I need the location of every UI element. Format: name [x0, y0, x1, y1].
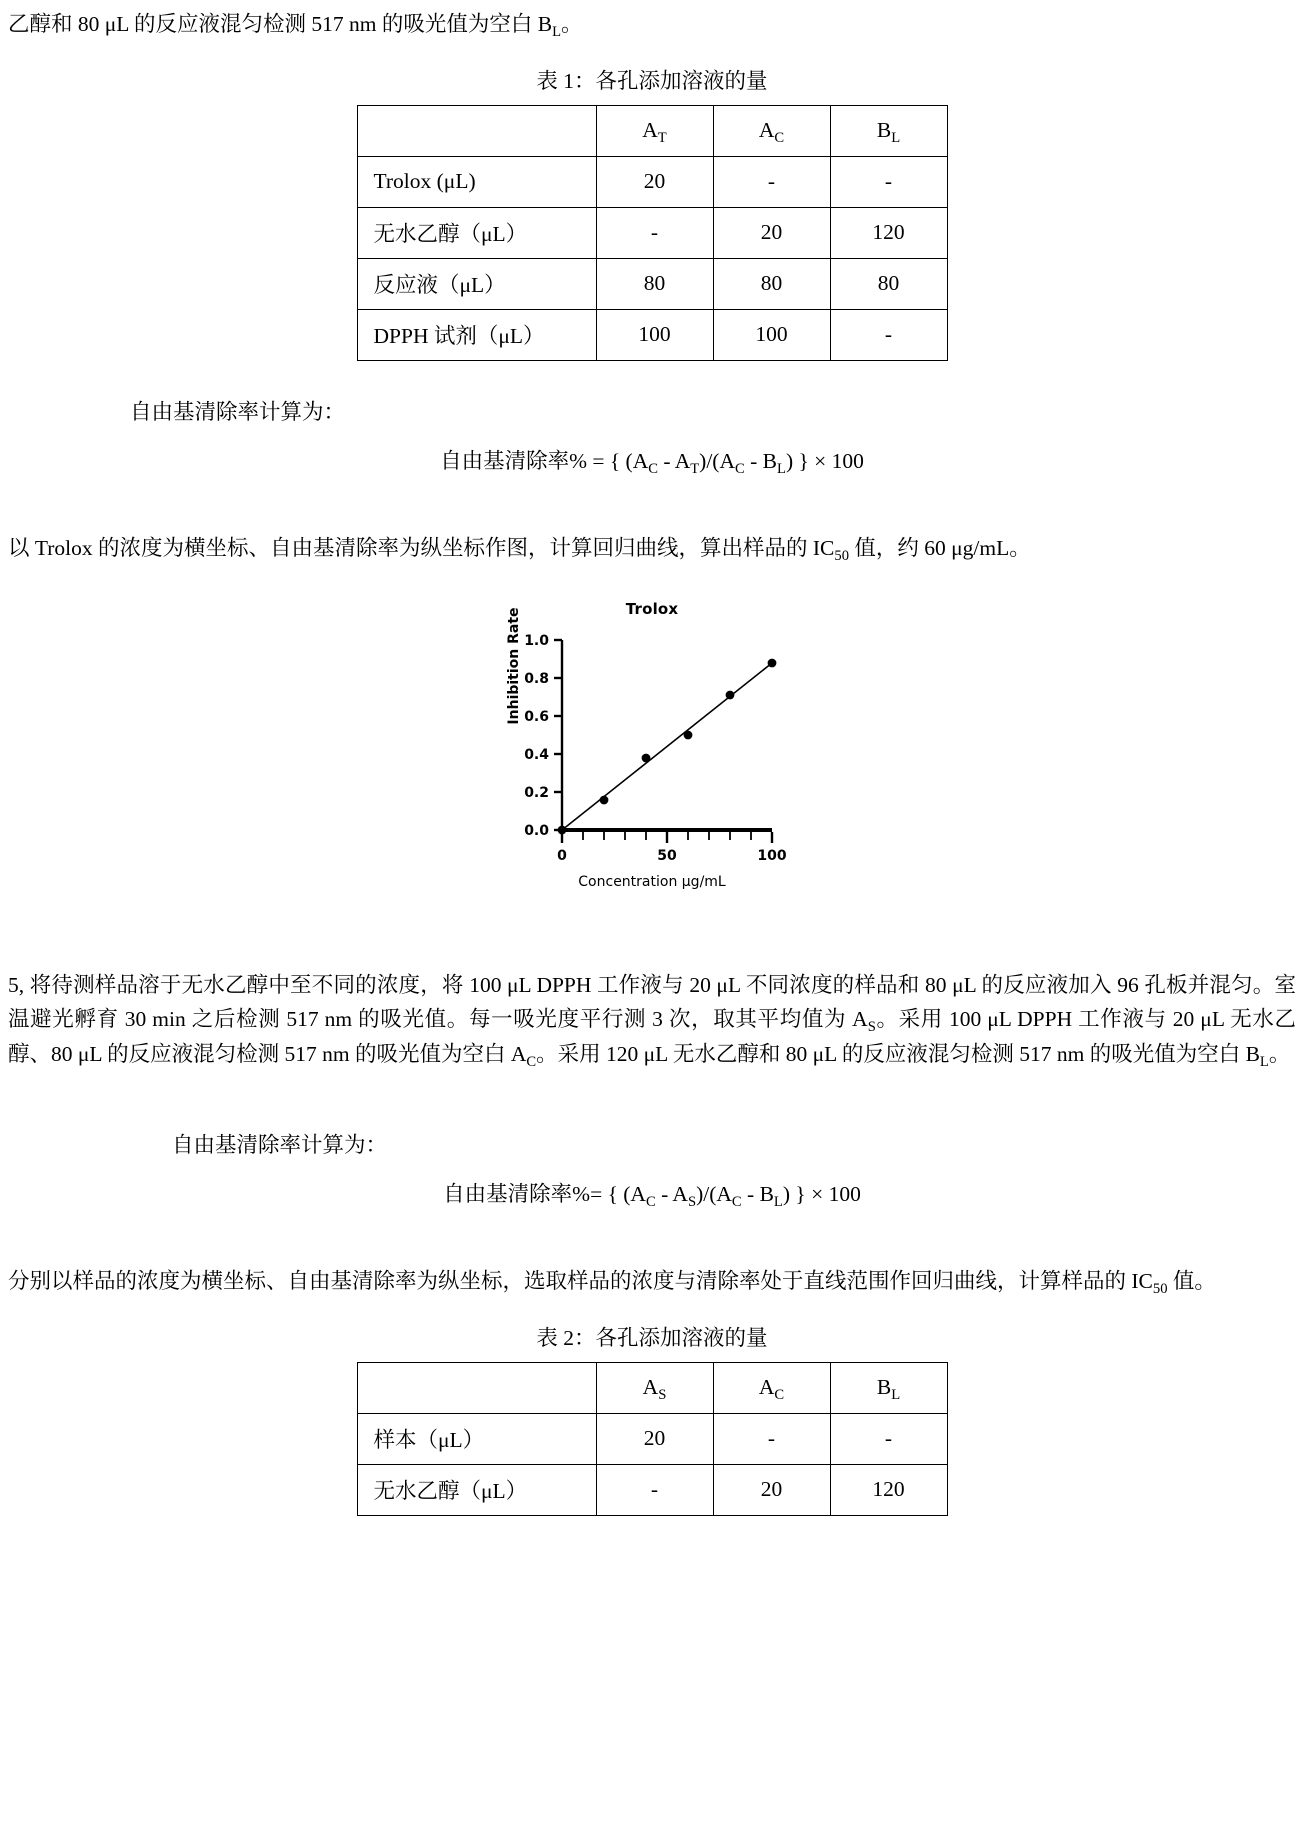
formula2-sub-s: S [687, 1193, 697, 1210]
header-base: A [758, 1375, 775, 1400]
data-point-4 [726, 690, 735, 699]
header-sub: L [891, 1387, 901, 1404]
header-base: A [642, 1375, 659, 1400]
table2-row0-col1: - [713, 1413, 830, 1464]
table1-row2-col1: 80 [713, 258, 830, 309]
formula2-sub-c: C [645, 1193, 656, 1210]
formula-2: 自由基清除率%= { $(A_C - A_S)/(A_C - B_L)$ } × 100 [443, 1182, 861, 1210]
table1-row1-label: 无水乙醇（μL） [357, 207, 596, 258]
table1-row1-col1: 20 [713, 207, 830, 258]
y-ticklabel-5: 1.0 [524, 632, 549, 649]
chart-title: Trolox [625, 599, 679, 618]
data-point-5 [768, 658, 777, 667]
table-row [357, 1413, 947, 1464]
table1-row0-col0: 20 [596, 156, 713, 207]
chart-ylabel: Inhibition Rate [506, 607, 522, 725]
x-ticklabel-0: 0 [557, 847, 567, 864]
table2-row0-col2: - [830, 1413, 947, 1464]
y-ticklabel-4: 0.8 [524, 670, 549, 687]
table2-row0-label: 样本（μL） [357, 1413, 596, 1464]
ic50-sub: 50 [834, 547, 849, 564]
table-row [357, 309, 947, 360]
table2-header-blank [357, 1362, 596, 1413]
table1-row2-label: 反应液（μL） [357, 258, 596, 309]
table1-caption: 表 1：各孔添加溶液的量 [536, 68, 768, 93]
table2-row1-col2: 120 [830, 1464, 947, 1515]
header-base: B [876, 1375, 892, 1400]
chart-plot-area [442, 618, 862, 868]
as-sub: S [867, 1019, 876, 1036]
table1-header-bl [830, 105, 947, 156]
table2-row1-col1: 20 [713, 1464, 830, 1515]
header-base: A [758, 118, 775, 143]
table1-header-blank [357, 105, 596, 156]
y-ticklabel-0: 0.0 [524, 822, 549, 839]
header-base: A [642, 118, 658, 143]
table1-row2-col2: 80 [830, 258, 947, 309]
header-sub: C [774, 130, 785, 146]
table1-header-at [596, 105, 713, 156]
y-ticklabel-2: 0.4 [524, 746, 549, 763]
ac-sub: C [526, 1053, 537, 1070]
paragraph-final: 分别以样品的浓度为横坐标、自由基清除率为纵坐标，选取样品的浓度与清除率处于直线范围作回归曲线，计算样品的 $IC_{50}$ 值。 [8, 1269, 1216, 1297]
table1-row1-col2: 120 [830, 207, 947, 258]
header-sub: L [891, 130, 901, 146]
table1-row3-label: DPPH 试剂（μL） [357, 309, 596, 360]
header-sub: S [658, 1387, 667, 1404]
table1-row1-col0: - [596, 207, 713, 258]
regression-line [562, 663, 772, 830]
data-point-2 [642, 753, 651, 762]
data-point-3 [684, 730, 693, 739]
header-base: B [876, 118, 892, 143]
data-point-1 [600, 795, 609, 804]
table-row [357, 1464, 947, 1515]
table2-caption: 表 2：各孔添加溶液的量 [536, 1325, 768, 1350]
table-row [357, 207, 947, 258]
table2 [357, 1362, 948, 1516]
subscript-L: L [552, 23, 561, 40]
paragraph-top-tail: 。 [561, 12, 583, 36]
table1-row0-col1: - [713, 156, 830, 207]
table-row-header [357, 1362, 947, 1413]
table2-row1-label: 无水乙醇（μL） [357, 1464, 596, 1515]
formula1-sub-c2: C [735, 460, 745, 477]
table1-row0-label: Trolox (μL) [357, 156, 596, 207]
calc-label-2: 自由基清除率计算为： [172, 1133, 388, 1158]
header-sub: C [774, 1387, 785, 1404]
table2-header-ac [713, 1362, 830, 1413]
table1-header-ac [713, 105, 830, 156]
chart-xlabel: Concentration μg/mL [578, 873, 726, 890]
paragraph-step5: 5, 将待测样品溶于无水乙醇中至不同的浓度，将 100 μL DPPH 工作液与 20 μL 不同浓度的样品和 80 μL 的反应液加入 96 孔板并混匀。室温避光孵育 30 min 之后检测 517 nm 的吸光值。每一吸光度平行测 3 次，取其平均值为 $A_S$。采用 100 μL DPPH 工作液与 20 μL 无水乙醇、80 μL 的反应液混匀检测 517 nm 的吸光值为空白 $A_C$。采用 120 μL 无水乙醇和 80 μL 的反应液混匀检测 517 nm 的吸光值为空白 $B_L$。 [8, 972, 1296, 1070]
table1-row2-col0: 80 [596, 258, 713, 309]
table2-row0-col0: 20 [596, 1413, 713, 1464]
ic50-sub-2: 50 [1152, 1280, 1168, 1297]
chart-container [0, 600, 1304, 890]
trolox-chart [442, 600, 862, 890]
formula1-sub-l: L [777, 460, 786, 477]
table2-row1-col0: - [596, 1464, 713, 1515]
table-row [357, 258, 947, 309]
table-row-header [357, 105, 947, 156]
formula1-sub-t: T [690, 460, 700, 477]
bl-sub: L [1259, 1053, 1269, 1070]
y-ticklabel-1: 0.2 [524, 784, 549, 801]
table1-row3-col1: 100 [713, 309, 830, 360]
paragraph-top-text: 乙醇和 80 μL 的反应液混匀检测 517 nm 的吸光值为空白 B [8, 12, 553, 36]
table2-header-bl [830, 1362, 947, 1413]
table1-row3-col0: 100 [596, 309, 713, 360]
y-ticklabel-3: 0.6 [524, 708, 549, 725]
table2-header-as [596, 1362, 713, 1413]
x-ticklabel-100: 100 [757, 847, 787, 864]
table1-row0-col2: - [830, 156, 947, 207]
table1 [357, 105, 948, 361]
paragraph-top [0, 0, 1304, 42]
formula2-sub-c2: C [731, 1193, 742, 1210]
paragraph-trolox: 以 Trolox 的浓度为横坐标、自由基清除率为纵坐标作图，计算回归曲线，算出样品的 $IC_{50}$ 值，约 60 μg/mL。 [8, 535, 1031, 564]
table-row [357, 156, 947, 207]
x-ticklabel-50: 50 [657, 847, 677, 864]
formula-1: 自由基清除率% = { $(A_C - A_T)/(A_C - B_L)$ } × 100 [440, 448, 864, 477]
table1-row3-col2: - [830, 309, 947, 360]
calc-label-1: 自由基清除率计算为： [130, 399, 346, 424]
data-point-0 [558, 825, 567, 834]
formula2-sub-l: L [773, 1193, 783, 1210]
header-sub: T [657, 130, 667, 146]
formula1-sub-c: C [648, 460, 658, 477]
